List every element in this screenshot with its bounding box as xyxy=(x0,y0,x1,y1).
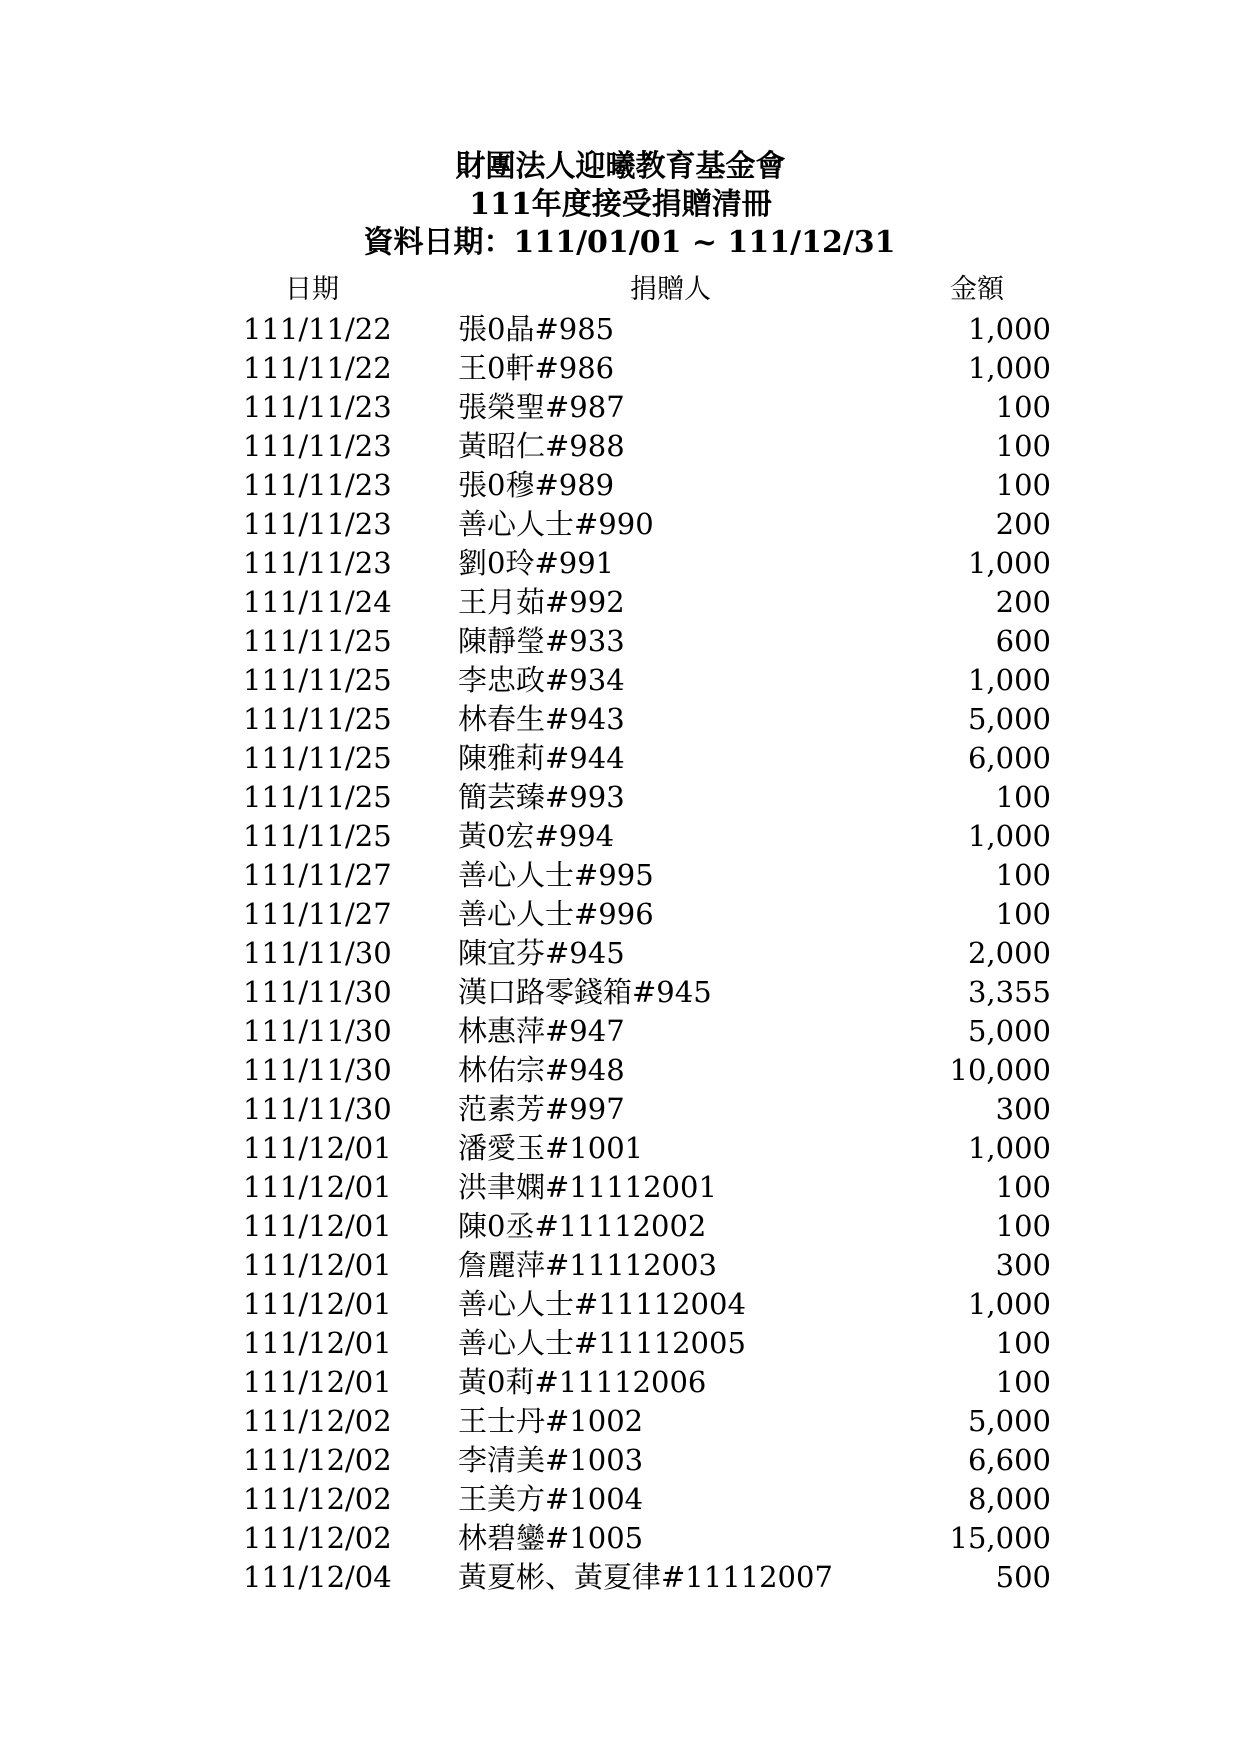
donor-cell: 洪聿嫻#11112001 xyxy=(458,1170,717,1204)
table-row xyxy=(0,622,1241,661)
amount-cell: 100 xyxy=(995,390,1051,424)
amount-cell: 8,000 xyxy=(967,1482,1051,1516)
date-cell: 111/12/02 xyxy=(243,1404,392,1438)
amount-cell: 600 xyxy=(995,624,1051,658)
table-row xyxy=(0,388,1241,427)
date-cell: 111/11/25 xyxy=(243,741,392,775)
table-row xyxy=(0,1051,1241,1090)
amount-cell: 5,000 xyxy=(967,702,1051,736)
date-cell: 111/11/23 xyxy=(243,429,392,463)
column-header-amount: 金額 xyxy=(950,274,1004,305)
table-row xyxy=(0,1402,1241,1441)
donor-cell: 王月茹#992 xyxy=(458,585,625,619)
amount-cell: 100 xyxy=(995,858,1051,892)
amount-cell: 6,600 xyxy=(967,1443,1051,1477)
donor-cell: 林春生#943 xyxy=(458,702,625,736)
amount-cell: 100 xyxy=(995,897,1051,931)
date-cell: 111/11/30 xyxy=(243,1053,392,1087)
table-row xyxy=(0,856,1241,895)
table-row xyxy=(0,661,1241,700)
amount-cell: 1,000 xyxy=(967,663,1051,697)
amount-cell: 100 xyxy=(995,1365,1051,1399)
date-cell: 111/11/23 xyxy=(243,390,392,424)
table-row xyxy=(0,895,1241,934)
donor-cell: 陳雅莉#944 xyxy=(458,741,625,775)
amount-cell: 200 xyxy=(995,585,1051,619)
amount-cell: 100 xyxy=(995,429,1051,463)
data-period: 資料日期：111/01/01 ~ 111/12/31 xyxy=(363,225,896,260)
donor-cell: 范素芳#997 xyxy=(458,1092,625,1126)
column-header-donor: 捐贈人 xyxy=(630,274,711,305)
date-cell: 111/12/01 xyxy=(243,1326,392,1360)
amount-cell: 1,000 xyxy=(967,312,1051,346)
donor-cell: 漢口路零錢箱#945 xyxy=(458,975,712,1009)
date-cell: 111/11/22 xyxy=(243,312,392,346)
donor-cell: 潘愛玉#1001 xyxy=(458,1131,644,1165)
table-row xyxy=(0,1441,1241,1480)
donor-cell: 王美方#1004 xyxy=(458,1482,644,1516)
date-cell: 111/11/25 xyxy=(243,780,392,814)
amount-cell: 15,000 xyxy=(949,1521,1051,1555)
amount-cell: 100 xyxy=(995,1326,1051,1360)
column-header-date: 日期 xyxy=(285,274,339,305)
donor-cell: 善心人士#995 xyxy=(458,858,654,892)
amount-cell: 1,000 xyxy=(967,546,1051,580)
amount-cell: 100 xyxy=(995,780,1051,814)
table-row xyxy=(0,466,1241,505)
donor-cell: 黃0莉#11112006 xyxy=(458,1365,707,1399)
donor-cell: 善心人士#11112004 xyxy=(458,1287,746,1321)
date-cell: 111/12/01 xyxy=(243,1365,392,1399)
date-cell: 111/12/01 xyxy=(243,1248,392,1282)
date-cell: 111/11/30 xyxy=(243,1014,392,1048)
table-row xyxy=(0,349,1241,388)
table-row xyxy=(0,1090,1241,1129)
date-cell: 111/11/30 xyxy=(243,975,392,1009)
donor-cell: 李清美#1003 xyxy=(458,1443,644,1477)
donor-cell: 王0軒#986 xyxy=(458,351,615,385)
table-row xyxy=(0,505,1241,544)
amount-cell: 300 xyxy=(995,1248,1051,1282)
date-cell: 111/12/01 xyxy=(243,1287,392,1321)
date-cell: 111/11/27 xyxy=(243,897,392,931)
table-row xyxy=(0,583,1241,622)
date-cell: 111/11/25 xyxy=(243,624,392,658)
table-row xyxy=(0,1324,1241,1363)
date-cell: 111/11/25 xyxy=(243,663,392,697)
table-row xyxy=(0,1168,1241,1207)
donor-cell: 簡芸臻#993 xyxy=(458,780,625,814)
table-row xyxy=(0,1285,1241,1324)
date-cell: 111/11/23 xyxy=(243,468,392,502)
amount-cell: 100 xyxy=(995,468,1051,502)
amount-cell: 1,000 xyxy=(967,819,1051,853)
date-cell: 111/12/01 xyxy=(243,1209,392,1243)
table-row xyxy=(0,1558,1241,1597)
organization-name: 財團法人迎曦教育基金會 xyxy=(455,149,786,184)
amount-cell: 6,000 xyxy=(967,741,1051,775)
amount-cell: 100 xyxy=(995,1170,1051,1204)
amount-cell: 1,000 xyxy=(967,1287,1051,1321)
date-cell: 111/11/30 xyxy=(243,1092,392,1126)
donor-cell: 張榮聖#987 xyxy=(458,390,625,424)
donor-cell: 善心人士#996 xyxy=(458,897,654,931)
table-row xyxy=(0,1480,1241,1519)
table-row xyxy=(0,1207,1241,1246)
table-row xyxy=(0,544,1241,583)
amount-cell: 10,000 xyxy=(949,1053,1051,1087)
date-cell: 111/11/30 xyxy=(243,936,392,970)
date-cell: 111/11/27 xyxy=(243,858,392,892)
donor-cell: 林碧鑾#1005 xyxy=(458,1521,644,1555)
amount-cell: 300 xyxy=(995,1092,1051,1126)
donor-cell: 劉0玲#991 xyxy=(458,546,615,580)
table-row xyxy=(0,817,1241,856)
table-row xyxy=(0,1519,1241,1558)
table-row xyxy=(0,934,1241,973)
date-cell: 111/12/01 xyxy=(243,1170,392,1204)
donor-cell: 黃夏彬、黃夏律#11112007 xyxy=(458,1560,833,1594)
donor-cell: 李忠政#934 xyxy=(458,663,625,697)
donor-cell: 陳靜瑩#933 xyxy=(458,624,625,658)
amount-cell: 5,000 xyxy=(967,1014,1051,1048)
amount-cell: 1,000 xyxy=(967,1131,1051,1165)
amount-cell: 2,000 xyxy=(967,936,1051,970)
donor-cell: 善心人士#11112005 xyxy=(458,1326,746,1360)
table-row xyxy=(0,1012,1241,1051)
table-row xyxy=(0,1129,1241,1168)
table-row xyxy=(0,739,1241,778)
table-row xyxy=(0,310,1241,349)
donor-cell: 林惠萍#947 xyxy=(458,1014,625,1048)
date-cell: 111/11/23 xyxy=(243,507,392,541)
donor-cell: 陳宜芬#945 xyxy=(458,936,625,970)
donor-cell: 陳0丞#11112002 xyxy=(458,1209,707,1243)
date-cell: 111/11/23 xyxy=(243,546,392,580)
table-row xyxy=(0,778,1241,817)
date-cell: 111/11/25 xyxy=(243,819,392,853)
donor-cell: 張0穆#989 xyxy=(458,468,615,502)
donor-cell: 張0晶#985 xyxy=(458,312,615,346)
amount-cell: 5,000 xyxy=(967,1404,1051,1438)
table-row xyxy=(0,427,1241,466)
amount-cell: 500 xyxy=(995,1560,1051,1594)
date-cell: 111/12/02 xyxy=(243,1482,392,1516)
donor-cell: 詹麗萍#11112003 xyxy=(458,1248,717,1282)
table-row xyxy=(0,973,1241,1012)
date-cell: 111/12/02 xyxy=(243,1521,392,1555)
date-cell: 111/11/25 xyxy=(243,702,392,736)
amount-cell: 3,355 xyxy=(967,975,1051,1009)
table-row xyxy=(0,700,1241,739)
date-cell: 111/11/24 xyxy=(243,585,392,619)
donor-cell: 黃昭仁#988 xyxy=(458,429,625,463)
table-row xyxy=(0,1246,1241,1285)
date-cell: 111/12/02 xyxy=(243,1443,392,1477)
document-header xyxy=(0,148,1241,262)
amount-cell: 1,000 xyxy=(967,351,1051,385)
document-title: 111年度接受捐贈清冊 xyxy=(469,187,772,222)
table-row xyxy=(0,1363,1241,1402)
donation-table xyxy=(0,310,1241,1597)
amount-cell: 100 xyxy=(995,1209,1051,1243)
date-cell: 111/12/04 xyxy=(243,1560,392,1594)
date-cell: 111/12/01 xyxy=(243,1131,392,1165)
donor-cell: 善心人士#990 xyxy=(458,507,654,541)
donor-cell: 黃0宏#994 xyxy=(458,819,615,853)
donor-cell: 林佑宗#948 xyxy=(458,1053,625,1087)
amount-cell: 200 xyxy=(995,507,1051,541)
donor-cell: 王士丹#1002 xyxy=(458,1404,644,1438)
date-cell: 111/11/22 xyxy=(243,351,392,385)
